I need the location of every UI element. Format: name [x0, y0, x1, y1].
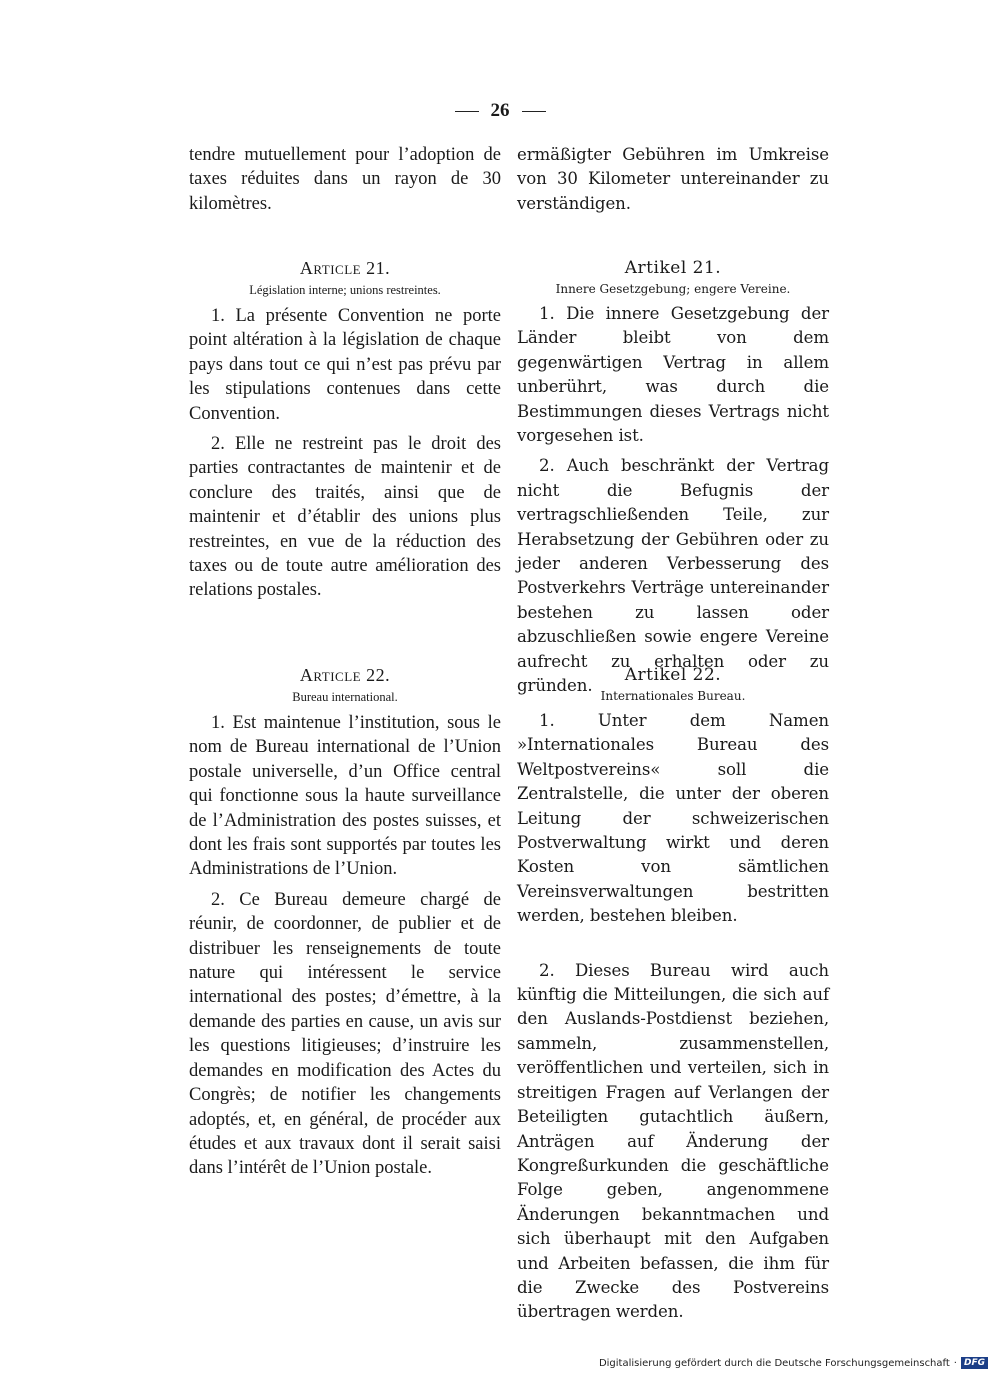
de-article-21: [517, 258, 829, 699]
de-intro-paragraph: ermäßigter Gebühren im Umkreise von 30 Kilometer untereinander zu verständigen.: [517, 145, 829, 213]
dfg-logo: DFG: [961, 1357, 988, 1369]
fr-article-22-title: Article 22.: [299, 665, 391, 685]
german-column-intro: [517, 143, 829, 216]
de-article-21-subtitle: Innere Gesetzgebung; engere Vereine.: [555, 282, 791, 296]
fr-article-22-paragraph-1: 1. Est maintenue l’institution, sous le nom de Bureau international de l’Union postale universelle, d’un Office central qui fonctionne sous la haute surveillance de l’Administration des postes suisses, et dont les frais sont supportés par toutes les Administrations de l’Union.: [189, 713, 501, 880]
fr-intro-paragraph: tendre mutuellement pour l’adoption de taxes réduites dans un rayon de 30 kilomètres.: [189, 145, 501, 214]
page-number-dash-left: [455, 111, 479, 112]
french-column-intro: [189, 143, 501, 216]
page-number: [0, 100, 1000, 122]
page-number-dash-right: [522, 111, 546, 112]
fr-article-22: [189, 665, 501, 1181]
de-article-21-title: Artikel 21.: [624, 258, 722, 278]
de-article-22-subtitle: Internationales Bureau.: [600, 689, 746, 703]
fr-article-21: [189, 258, 501, 603]
fr-article-21-paragraph-2: 2. Elle ne restreint pas le droit des parties contractantes de maintenir et de conclure des traités, ainsi que de maintenir et d’établir des unions plus restreintes, en vue de la réduction des taxes ou de toute autre amélioration des relations postales.: [189, 434, 501, 601]
de-article-21-paragraph-2: 2. Auch beschränkt der Vertrag nicht die Befugnis der vertragschließenden Teile, zur Herabsetzung der Gebühren oder zu jeder anderen Verbesserung des Postverkehrs Verträge untereinander bestehen zu lassen oder abzuschließen sowie engere Vereine aufrecht zu erhalten oder zu gründen.: [517, 456, 829, 696]
fr-article-22-paragraph-2: 2. Ce Bureau demeure chargé de réunir, de coordonner, de publier et de distribuer les renseignements de toute nature qui intéressent le service international des postes; d’émettre, à la demande des parties en cause, un avis sur les questions litigieuses; d’instruire les demandes en modification des Actes du Congrès; de notifier les changements adoptés, et, en général, de procéder aux études et aux travaux dont il serait saisi dans l’intérêt de l’Union postale.: [189, 889, 501, 1179]
footer-credit-text: Digitalisierung gefördert durch die Deutsche Forschungsgemeinschaft: [598, 1357, 950, 1369]
fr-article-21-title: Article 21.: [299, 258, 391, 278]
fr-article-21-paragraph-1: 1. La présente Convention ne porte point altération à la législation de chaque pays dans tout ce qui n’est pas prévu par les stipulations contenues dans cette Convention.: [189, 306, 501, 424]
de-article-22: [517, 665, 829, 1325]
fr-article-22-subtitle: Bureau international.: [292, 690, 398, 704]
digitization-footer: Digitalisierung gefördert durch die Deutsche Forschungsgemeinschaft · DFG: [599, 1357, 988, 1369]
de-article-21-paragraph-1: 1. Die innere Gesetzgebung der Länder bleibt von dem gegenwärtigen Vertrag in allem unberührt, was durch die Bestimmungen dieses Vertrags nicht vorgesehen ist.: [517, 304, 829, 446]
de-article-22-title: Artikel 22.: [624, 665, 722, 685]
de-article-22-paragraph-2: 2. Dieses Bureau wird auch künftig die Mitteilungen, die sich auf den Auslands-Postdienst beziehen, sammeln, zusammenstellen, veröffentlichen und verteilen, sich in streitigen Fragen auf Verlangen der Beteiligten gutachtlich äußern, Anträgen auf Änderung der Kongreßurkunden die geschäftliche Folge geben, angenommene Änderungen bekanntmachen und sich überhaupt mit den Aufgaben und Arbeiten befassen, die ihm für die Zwecke des Postvereins übertragen werden.: [517, 960, 829, 1322]
de-article-22-paragraph-1: 1. Unter dem Namen »Internationales Bureau des Weltpostvereins« soll die Zentralstelle, die unter der oberen Leitung der schweizerischen Postverwaltung wirkt und deren Kosten von sämtlichen Vereinsverwaltungen bestritten werden, bestehen bleiben.: [517, 711, 829, 926]
page-number-text: 26: [490, 100, 510, 121]
fr-article-21-subtitle: Législation interne; unions restreintes.: [249, 283, 441, 297]
